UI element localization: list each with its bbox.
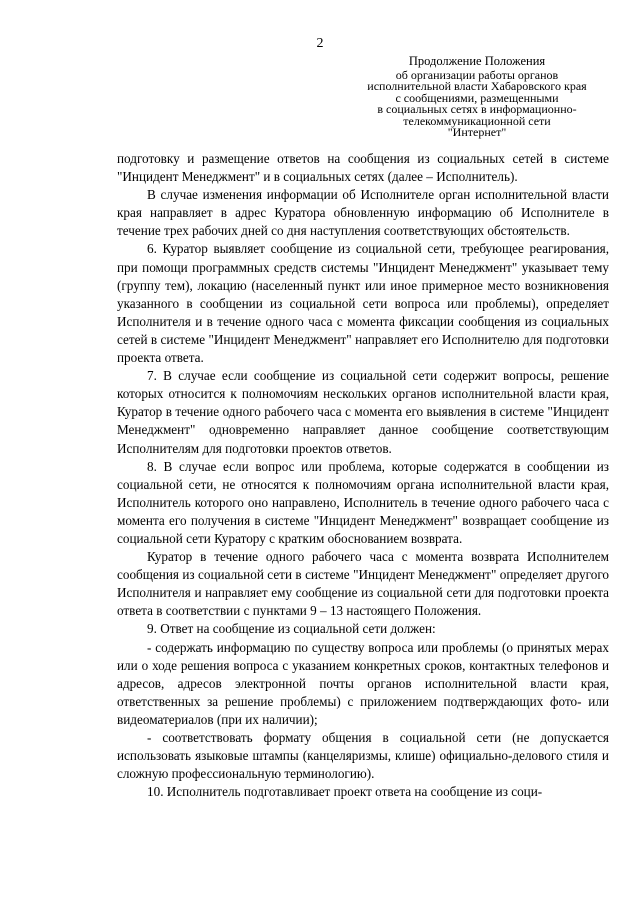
paragraph: В случае изменения информации об Исполнителе орган исполнительной власти края направляет в адрес Куратора обновленную информацию об Исполнителе в течение трех рабочих дней со дня наступления соответствующих обстоятельств. — [117, 187, 609, 239]
paragraph: Куратор в течение одного рабочего часа с момента возврата Исполнителем сообщения из социальной сети в системе "Инцидент Менеджмент" определяет другого Исполнителя и направляет ему сообщение из социальной сети для подготовки проекта ответа в соответствии с пунктами 9 – 13 настоящего Положения. — [117, 549, 609, 619]
list-item: - содержать информацию по существу вопроса или проблемы (о принятых мерах или о ходе решения вопроса с указанием конкретных сроков, контактных телефонов и адресов, адресов электронной почты органов исполнительной власти края, ответственных за решение проблемы) с приложением подтверждающих фото- или видеоматериалов (при их наличии); — [117, 639, 609, 727]
header-line: Продолжение Положения — [408, 54, 546, 68]
paragraph-continuation: подготовку и размещение ответов на сообщения из социальных сетей в системе "Инцидент Менеджмент" и в социальных сетях (далее – Исполнитель). — [117, 151, 609, 185]
page-number: 2 — [316, 36, 324, 51]
header-line: с сообщениями, размещенными — [395, 90, 559, 105]
paragraph-item-7: 7. В случае если сообщение из социальной сети содержит вопросы, решение которых относится к полномочиям нескольких органов исполнительной власти края, Куратор в течение одного рабочего часа с момента его выявления в системе "Инцидент Менеджмент" одновременно направляет данное сообщение соответствующим Исполнителям для подготовки проектов ответов. — [117, 368, 609, 456]
header-line: телекоммуникационной сети — [403, 113, 551, 128]
header-line: исполнительной власти Хабаровского края — [367, 79, 587, 93]
paragraph-item-10: 10. Исполнитель подготавливает проект ответа на сообщение из соци- — [147, 784, 543, 800]
paragraph-item-8: 8. В случае если вопрос или проблема, которые содержатся в сообщении из социальной сети, не относятся к полномочиям органа исполнительной власти края, Исполнитель которого оно направлено, Исполнитель в течение одного рабочего часа с момента его получения в системе "Инцидент Менеджмент" возвращает сообщение из социальной сети Куратору с кратким обоснованием возврата. — [117, 458, 609, 546]
continuation-header — [352, 56, 602, 139]
paragraph-item-6: 6. Куратор выявляет сообщение из социальной сети, требующее реагирования, при помощи программных средств системы "Инцидент Менеджмент" указывает тему (группу тем), локацию (населенный пункт или иное примерное место возникновения указанного в сообщении из социальной сети вопроса или проблемы), определяет Исполнителя и в течение одного часа с момента фиксации сообщения из социальных сетей в системе "Инцидент Менеджмент" направляет его Исполнителю для подготовки проекта ответа. — [117, 241, 609, 366]
header-line: "Интернет" — [447, 125, 507, 139]
paragraph-item-9: 9. Ответ на сообщение из социальной сети должен: — [147, 621, 436, 637]
list-item: - соответствовать формату общения в социальной сети (не допускается использовать языковые штампы (канцеляризмы, клише) официально-делового стиля и сложную профессиональную терминологию). — [117, 730, 609, 782]
header-line: об организации работы органов — [395, 67, 559, 82]
document-body — [117, 150, 609, 801]
header-line: в социальных сетях в информационно- — [377, 102, 577, 116]
